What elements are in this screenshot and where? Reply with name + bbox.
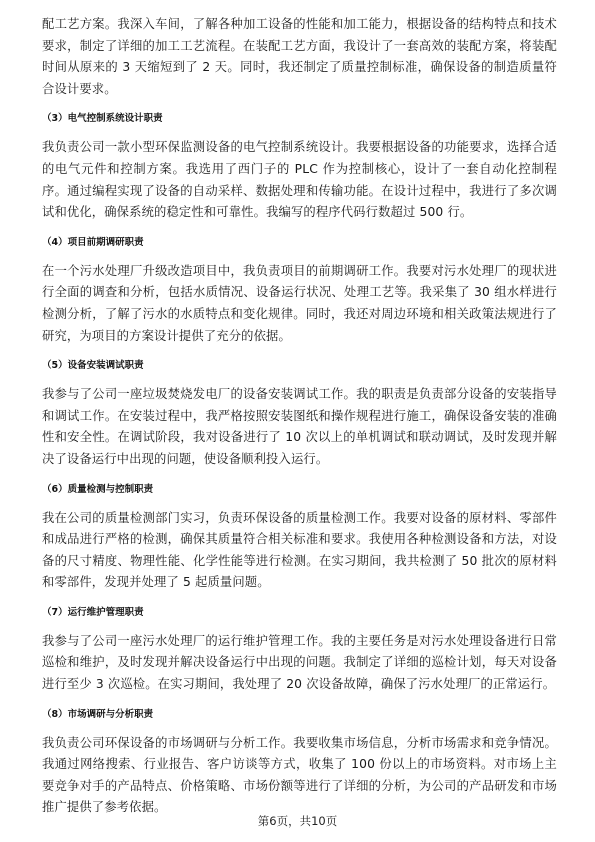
section-heading: （7）运行维护管理职责 [42, 606, 144, 618]
section-heading: （5）设备安装调试职责 [42, 360, 144, 372]
page-body [42, 14, 557, 819]
section-paragraph: 在一个污水处理厂升级改造项目中，我负责项目的前期调研工作。我要对污水处理厂的现状进行全面的调查和分析，包括水质情况、设备运行状况、处理工艺等。我采集了 30 组水样进行检测分析，了解了污水的水质特点和变化规律。同时，我还对周边环境和相关政策法规进行了研究，为项目的方案设计提供了充分的依据。 [42, 263, 557, 343]
section-paragraph: 我在公司的质量检测部门实习，负责环保设备的质量检测工作。我要对设备的原材料、零部件和成品进行严格的检测，确保其质量符合相关标准和要求。我使用各种检测设备和方法，对设备的尺寸精度、物理性能、化学性能等进行检测。在实习期间，我共检测了 50 批次的原材料和零部件，发现并处理了 5 起质量问题。 [42, 510, 557, 590]
section-quality-inspection [42, 483, 557, 594]
section-paragraph: 我负责公司环保设备的市场调研与分析工作。我要收集市场信息，分析市场需求和竞争情况。我通过网络搜索、行业报告、客户访谈等方式，收集了 100 份以上的市场资料。对市场上主要竞争对手的产品特点、价格策略、市场份额等进行了详细的分析，为公司的产品研发和市场推广提供了参考依据。 [42, 735, 557, 815]
intro-paragraph: 配工艺方案。我深入车间，了解各种加工设备的性能和加工能力，根据设备的结构特点和技术要求，制定了详细的加工工艺流程。在装配工艺方面，我设计了一套高效的装配方案，将装配时间从原来的 3 天缩短到了 2 天。同时，我还制定了质量控制标准，确保设备的制造质量符合设计要求。 [42, 17, 557, 96]
section-heading: （3）电气控制系统设计职责 [42, 113, 163, 125]
section-market-research [42, 708, 557, 819]
section-heading: （6）质量检测与控制职责 [42, 483, 154, 495]
section-installation-commissioning [42, 359, 557, 470]
page-number-footer: 第6页，共10页 [257, 814, 338, 828]
section-paragraph: 我参与了公司一座污水处理厂的运行维护管理工作。我的主要任务是对污水处理设备进行日常巡检和维护，及时发现并解决设备运行中出现的问题。我制定了详细的巡检计划，每天对设备进行至少 3 次巡检。在实习期间，我处理了 20 次设备故障，确保了污水处理厂的正常运行。 [42, 633, 557, 692]
section-paragraph: 我参与了公司一座垃圾焚烧发电厂的设备安装调试工作。我的职责是负责部分设备的安装指导和调试工作。在安装过程中，我严格按照安装图纸和操作规程进行施工，确保设备安装的准确性和安全性。在调试阶段，我对设备进行了 10 次以上的单机调试和联动调试，及时发现并解决了设备运行中出现的问题，使设备顺利投入运行。 [42, 387, 557, 466]
section-operation-maintenance [42, 606, 557, 696]
section-heading: （4）项目前期调研职责 [42, 236, 144, 248]
section-paragraph: 我负责公司一款小型环保监测设备的电气控制系统设计。我要根据设备的功能要求，选择合适的电气元件和控制方案。我选用了西门子的 PLC 作为控制核心，设计了一套自动化控制程序。通过编程实现了设备的自动采样、数据处理和传输功能。在设计过程中，我进行了多次调试和优化，确保系统的稳定性和可靠性。我编写的程序代码行数超过 500 行。 [42, 140, 557, 220]
section-heading: （8）市场调研与分析职责 [42, 708, 154, 720]
section-electrical-control [42, 112, 557, 223]
section-preliminary-research [42, 236, 557, 347]
